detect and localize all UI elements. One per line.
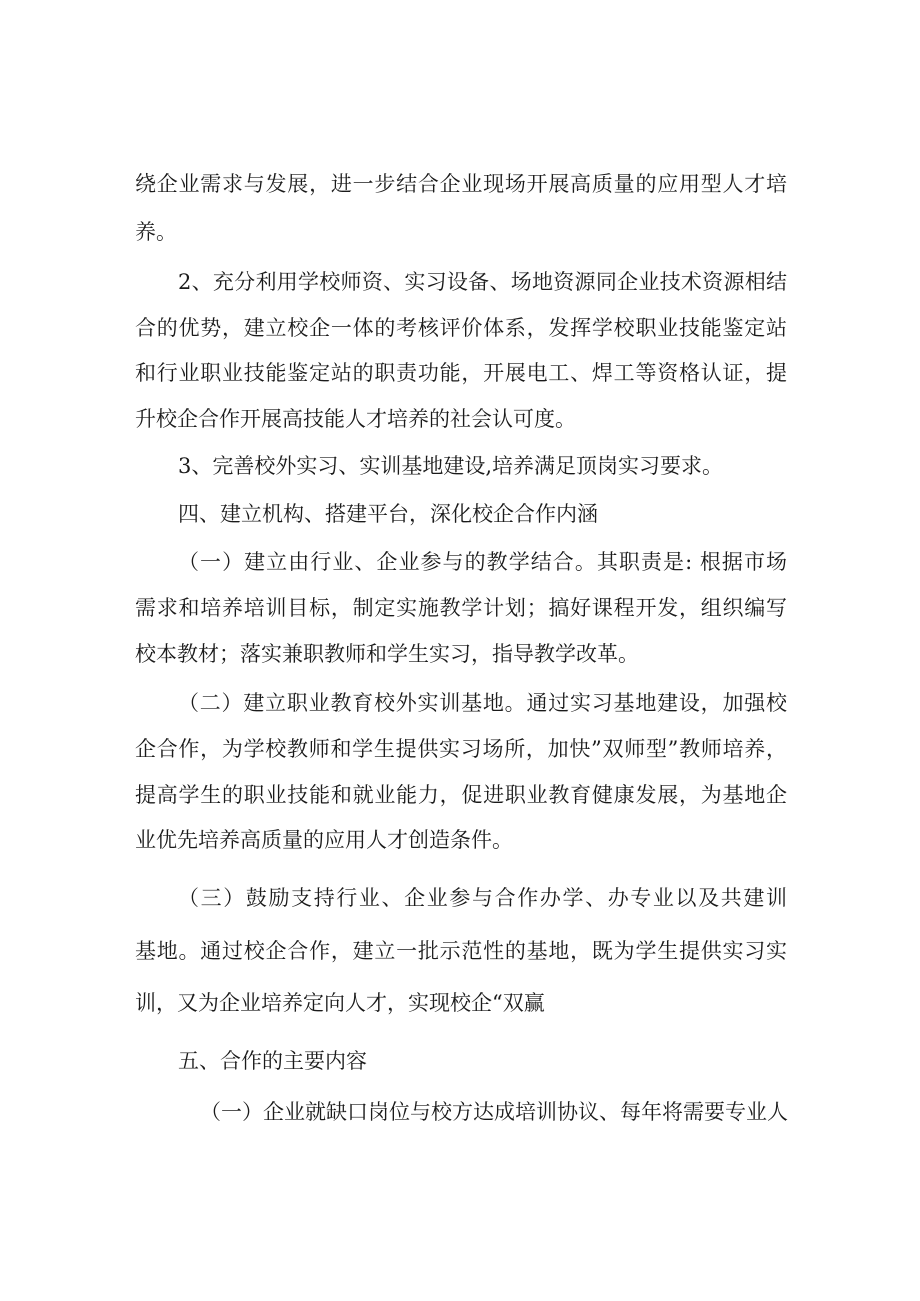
paragraph-2-line-2: 合的优势，建立校企一体的考核评价体系，发挥学校职业技能鉴定站 <box>135 316 787 340</box>
paragraph-1-line-2: 养。 <box>135 220 177 244</box>
paragraph-2-line-4: 升校企合作开展高技能人才培养的社会认可度。 <box>135 407 576 431</box>
paragraph-5-line-4: 业优先培养高质量的应用人才创造条件。 <box>135 828 513 852</box>
paragraph-3-line-1: 3、完善校外实习、实训基地建设,培养满足顶岗实习要求。 <box>178 454 724 478</box>
paragraph-4-line-3: 校本教材；落实兼职教师和学生实习，指导教学改革。 <box>135 642 639 666</box>
paragraph-6-line-2: 基地。通过校企合作，建立一批示范性的基地，既为学生提供实习实 <box>135 939 787 963</box>
paragraph-1-line-1: 绕企业需求与发展，进一步结合企业现场开展高质量的应用型人才培 <box>135 172 787 196</box>
paragraph-4-line-1: （一）建立由行业、企业参与的教学结合。其职责是: 根据市场 <box>178 550 787 574</box>
section-heading-5: 五、合作的主要内容 <box>178 1049 367 1073</box>
paragraph-2-line-1: 2、充分利用学校师资、实习设备、场地资源同企业技术资源相结 <box>178 270 787 294</box>
paragraph-2-line-3: 和行业职业技能鉴定站的职责功能，开展电工、焊工等资格认证，提 <box>135 361 787 385</box>
paragraph-4-line-2: 需求和培养培训目标，制定实施教学计划；搞好课程开发，组织编写 <box>135 596 787 620</box>
paragraph-5-line-1: （二）建立职业教育校外实训基地。通过实习基地建设，加强校 <box>178 691 787 715</box>
paragraph-6-line-3: 训，又为企业培养定向人才，实现校企“双赢 <box>135 991 545 1015</box>
paragraph-6-line-1: （三）鼓励支持行业、企业参与合作办学、办专业以及共建训 <box>178 886 787 910</box>
paragraph-7-line-1: （一）企业就缺口岗位与校方达成培训协议、每年将需要专业人 <box>200 1100 788 1124</box>
paragraph-5-line-2: 企合作，为学校教师和学生提供实习场所，加快”双师型”教师培养， <box>135 737 787 761</box>
paragraph-5-line-3: 提高学生的职业技能和就业能力，促进职业教育健康发展，为基地企 <box>135 783 787 807</box>
section-heading-4: 四、建立机构、搭建平台，深化校企合作内涵 <box>178 502 598 526</box>
